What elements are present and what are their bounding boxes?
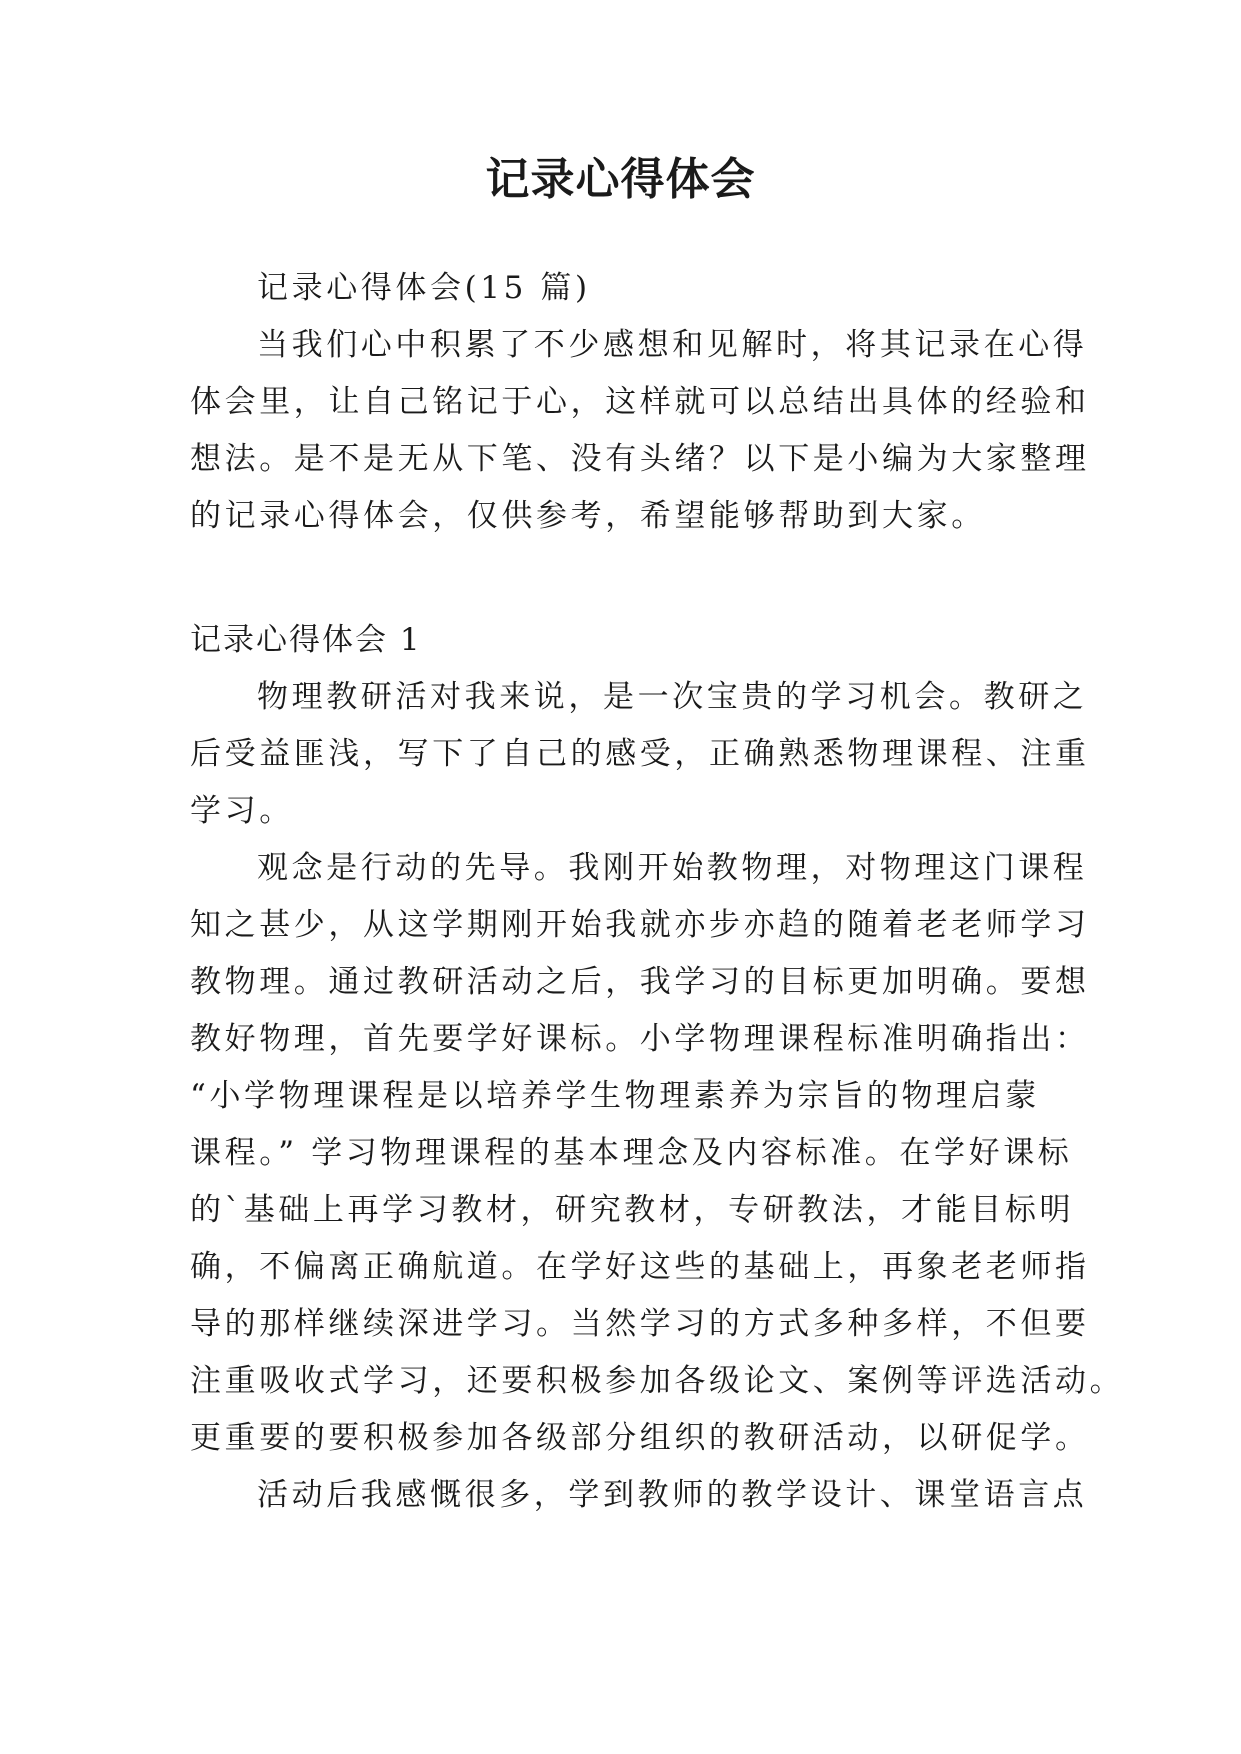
text-line: 确，不偏离正确航道。在学好这些的基础上，再象老老师指 (190, 1249, 1090, 1285)
text-line: 的记录心得体会，仅供参考，希望能够帮助到大家。 (190, 498, 986, 534)
section-paragraph (190, 840, 1125, 1467)
text-line: 课程。” 学习物理课程的基本理念及内容标准。在学好课标 (190, 1135, 1073, 1171)
text-line: 体会里，让自己铭记于心，这样就可以总结出具体的经验和 (190, 384, 1090, 420)
text-line: 知之甚少，从这学期刚开始我就亦步亦趋的随着老老师学习 (190, 907, 1090, 943)
section-paragraph (190, 669, 1090, 840)
text-line: 后受益匪浅，写下了自己的感受，正确熟悉物理课程、注重 (190, 736, 1090, 772)
text-line: “小学物理课程是以培养学生物理素养为宗旨的物理启蒙 (190, 1078, 1040, 1114)
text-line: 更重要的要积极参加各级部分组织的教研活动，以研促学。 (190, 1420, 1090, 1456)
text-line: 教好物理，首先要学好课标。小学物理课程标准明确指出： (190, 1021, 1090, 1057)
section-heading: 记录心得体会 1 (190, 622, 422, 658)
text-line: 想法。是不是无从下笔、没有头绪？以下是小编为大家整理 (190, 441, 1090, 477)
text-line: 物理教研活对我来说，是一次宝贵的学习机会。教研之 (257, 679, 1088, 715)
document-body (190, 260, 1125, 1524)
section-paragraph (190, 1467, 1088, 1524)
section-spacer (190, 545, 1060, 612)
text-line: 导的那样继续深进学习。当然学习的方式多种多样，不但要 (190, 1306, 1090, 1342)
text-line: 注重吸收式学习，还要积极参加各级论文、案例等评选活动。 (190, 1363, 1125, 1399)
document-title: 记录心得体会 (485, 154, 756, 205)
text-line: 学习。 (190, 793, 294, 829)
text-line: 的`基础上再学习教材，研究教材，专研教法，才能目标明 (190, 1192, 1075, 1228)
text-line: 当我们心中积累了不少感想和见解时，将其记录在心得 (257, 327, 1088, 363)
text-line: 活动后我感慨很多，学到教师的教学设计、课堂语言点 (257, 1477, 1088, 1513)
text-line: 教物理。通过教研活动之后，我学习的目标更加明确。要想 (190, 964, 1090, 1000)
intro-paragraph (190, 317, 1090, 545)
text-line: 观念是行动的先导。我刚开始教物理，对物理这门课程 (257, 850, 1088, 886)
intro-subtitle: 记录心得体会(15 篇) (257, 270, 591, 306)
